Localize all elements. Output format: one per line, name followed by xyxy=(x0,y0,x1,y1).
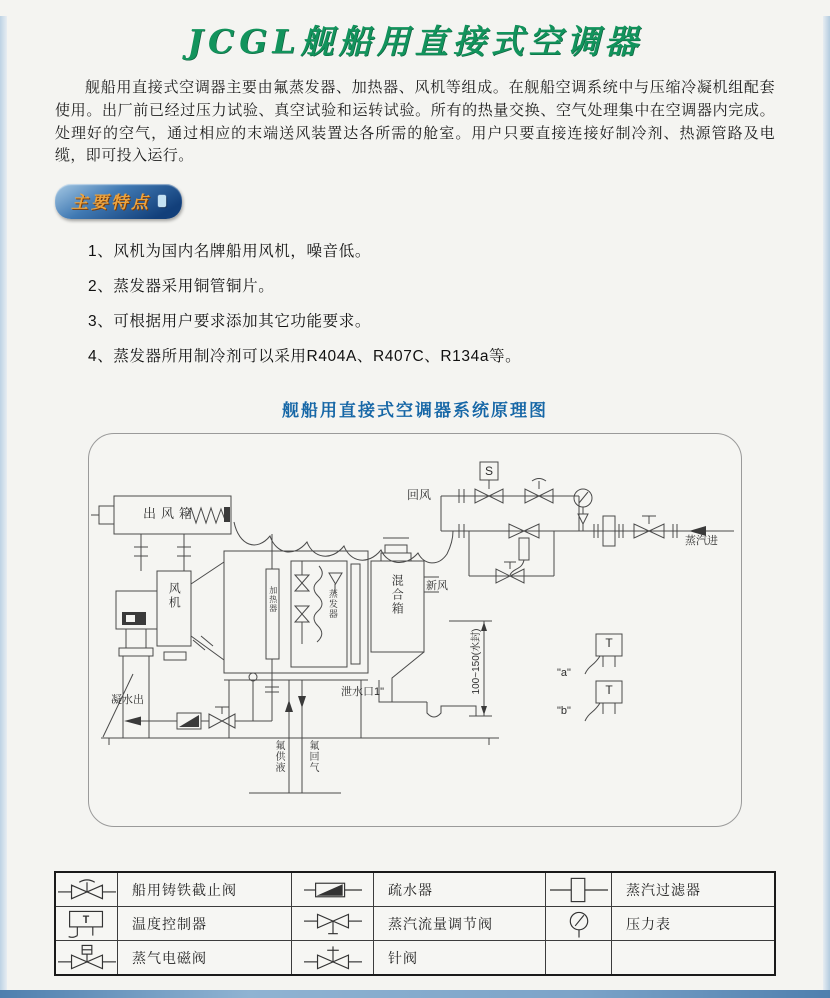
legend-label-temperature-controller: 温度控制器 xyxy=(118,907,292,941)
label-freon-return: 氟回气 xyxy=(307,740,318,774)
page-title: JCGL舰船用直接式空调器 xyxy=(187,22,643,61)
intro-paragraph: 舰船用直接式空调器主要由氟蒸发器、加热器、风机等组成。在舰船空调系统中与压缩冷凝机组配套使用。出厂前已经过压力试验、真空试验和运转试验。所有的热量交换、空气处理集中在空调器内完成。处理好的空气，通过相应的末端送风装置达各所需的舱室。用户只要直接连接好制冷剂、热源管路及电缆，即可投入运行。 xyxy=(55,79,775,165)
legend-label-flow-valve: 蒸汽流量调节阀 xyxy=(374,907,546,941)
temperature-tag-b: T xyxy=(605,683,613,698)
feature-list xyxy=(88,239,830,366)
legend-label-solenoid-valve: 蒸气电磁阀 xyxy=(118,941,292,974)
steam-trap-symbol xyxy=(292,873,374,907)
feature-item: 1、风机为国内名牌船用风机，噪音低。 xyxy=(88,243,371,261)
label-sensor-a: "a" xyxy=(557,667,571,680)
feature-item: 2、蒸发器采用铜管铜片。 xyxy=(88,278,275,296)
diagram-title: 舰船用直接式空调器系统原理图 xyxy=(282,401,548,421)
label-heater: 加热器 xyxy=(268,586,278,614)
label-fresh-air: 新风 xyxy=(426,580,448,593)
steam-solenoid-valve-symbol xyxy=(56,941,118,974)
feature-item: 4、蒸发器所用制冷剂可以采用R404A、R407C、R134a等。 xyxy=(88,348,522,366)
legend-cell-empty xyxy=(546,941,612,974)
pressure-gauge-symbol xyxy=(546,907,612,941)
badge-ribbon-icon xyxy=(158,195,166,207)
features-badge xyxy=(55,184,182,219)
steam-filter-symbol xyxy=(546,873,612,907)
label-mixing-box: 混合箱 xyxy=(390,574,405,617)
temperature-controller-symbol xyxy=(56,907,118,941)
temperature-tag-a: T xyxy=(605,636,613,651)
legend-label-steam-trap: 疏水器 xyxy=(374,873,546,907)
feature-item: 3、可根据用户要求添加其它功能要求。 xyxy=(88,313,371,331)
legend-label-stop-valve: 船用铸铁截止阀 xyxy=(118,873,292,907)
legend-cell-empty xyxy=(612,941,774,974)
label-fan: 风机 xyxy=(167,582,182,611)
label-sensor-b: "b" xyxy=(557,705,571,718)
page-edge-right xyxy=(823,16,830,998)
svg-text:T: T xyxy=(82,913,89,926)
label-drain-port: 泄水口1" xyxy=(341,686,385,699)
page-edge-left xyxy=(0,16,7,998)
marine-stop-valve-symbol xyxy=(56,873,118,907)
legend-table xyxy=(54,871,776,976)
label-outlet-box: 出风箱 xyxy=(142,506,197,522)
steam-flow-regulating-valve-symbol xyxy=(292,907,374,941)
label-evaporator: 蒸发器 xyxy=(327,589,338,620)
features-badge-label: 主要特点 xyxy=(71,193,151,213)
catalog-page xyxy=(0,16,830,998)
label-steam-in: 蒸汽进 xyxy=(685,535,718,548)
page-edge-bottom xyxy=(0,990,830,998)
needle-valve-symbol xyxy=(292,941,374,974)
label-water-seal: 100~150(水封) xyxy=(471,628,482,695)
legend-label-steam-filter: 蒸汽过滤器 xyxy=(612,873,774,907)
schematic-diagram xyxy=(88,433,742,827)
label-condensate-out: 凝水出 xyxy=(111,694,144,707)
solenoid-tag: S xyxy=(484,464,493,479)
legend-label-pressure-gauge: 压力表 xyxy=(612,907,774,941)
label-freon-supply: 氟供液 xyxy=(273,740,284,774)
label-return-air: 回风 xyxy=(407,488,432,503)
legend-label-needle-valve: 针阀 xyxy=(374,941,546,974)
